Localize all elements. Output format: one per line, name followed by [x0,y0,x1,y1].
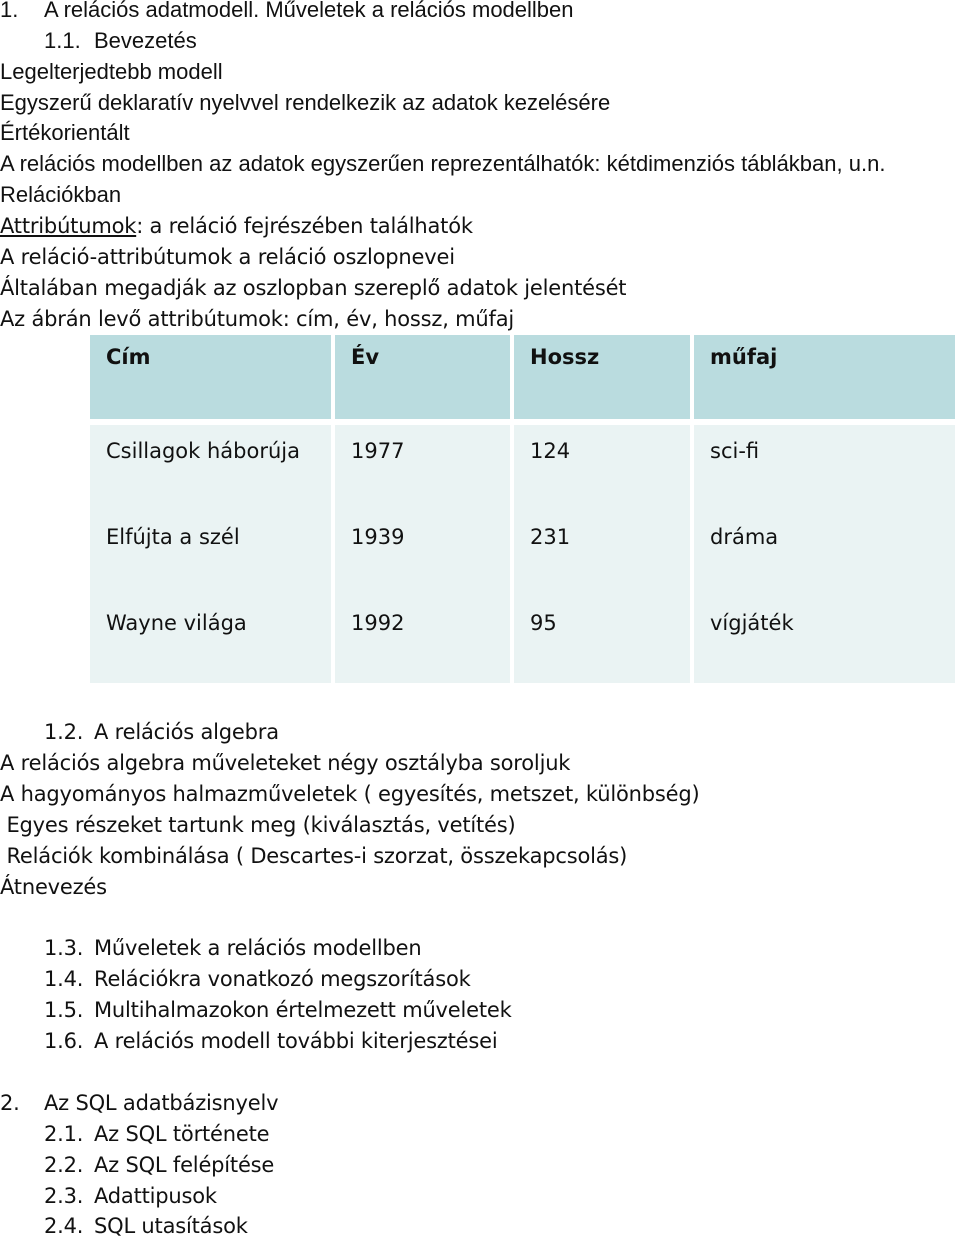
toc-item: 2.3. Adattipusok [44,1184,217,1208]
toc-item: 1.4. Relációkra vonatkozó megszorítások [44,967,471,991]
table-cell: 95 [530,611,557,635]
attributes-term: Attribútumok [0,214,137,238]
toc-item: 2.4. SQL utasítások [44,1214,248,1238]
table-cell: 124 [530,439,571,463]
heading-1-1-number: 1.1. [44,28,81,53]
heading-1-number: 1. [0,0,19,22]
heading-2-title: Az SQL adatbázisnyelv [44,1091,279,1115]
table-body [90,425,955,683]
table-cell: 231 [530,525,571,549]
table-header-cell: Hossz [514,335,690,419]
table-cell: sci-fi [710,439,760,463]
table-column [90,425,331,683]
text-line: Egyes részeket tartunk meg (kiválasztás, vetítés) [0,813,516,837]
toc-item: 1.5. Multihalmazokon értelmezett műveletek [44,998,512,1022]
text-line: Az ábrán levő attribútumok: cím, év, hossz, műfaj [0,307,515,331]
table-cell: 1992 [351,611,405,635]
text-line: A hagyományos halmazműveletek ( egyesítés, metszet, különbség) [0,782,700,806]
table-header-row [90,335,955,419]
table-column [694,425,955,683]
heading-1-2-title: A relációs algebra [94,720,279,744]
heading-1 [0,0,574,25]
heading-1-title: A relációs adatmodell. Műveletek a relációs modellben [44,0,574,22]
table-cell: Csillagok háborúja [106,439,300,463]
text-line: Legelterjedtebb modell [0,59,223,84]
text-line: Általában megadják az oszlopban szereplő adatok jelentését [0,276,627,300]
heading-2 [0,1088,278,1118]
heading-1-1-title: Bevezetés [94,28,197,53]
toc-item: 1.6. A relációs modell további kiterjesztései [44,1029,498,1053]
table-cell: Elfújta a szél [106,525,240,549]
text-line: Relációkban [0,182,122,207]
attributes-definition: : a reláció fejrészében találhatók [136,214,473,238]
text-line: A relációs algebra műveleteket négy osztályba soroljuk [0,751,571,775]
table-cell: 1977 [351,439,405,463]
heading-1-2-number: 1.2. [44,720,84,744]
table-header-cell: műfaj [694,335,955,419]
table-cell: Wayne világa [106,611,247,635]
text-line: Egyszerű deklaratív nyelvvel rendelkezik az adatok kezelésére [0,90,611,115]
text-line: Értékorientált [0,120,130,145]
table-cell: 1939 [351,525,405,549]
text-line: Relációk kombinálása ( Descartes-i szorzat, összekapcsolás) [0,844,628,868]
table-column [335,425,510,683]
heading-1-2 [44,717,279,747]
table-cell: vígjáték [710,611,794,635]
heading-2-number: 2. [0,1091,20,1115]
heading-1-1 [44,26,197,56]
table-cell: dráma [710,525,779,549]
attributes-line [0,211,473,241]
text-line: Átnevezés [0,875,107,899]
table-column [514,425,690,683]
toc-item: 2.1. Az SQL története [44,1122,270,1146]
table-header-cell: Cím [90,335,331,419]
text-line: A reláció-attribútumok a reláció oszlopnevei [0,245,455,269]
relation-table [90,335,955,683]
toc-item: 2.2. Az SQL felépítése [44,1153,275,1177]
toc-item: 1.3. Műveletek a relációs modellben [44,936,422,960]
table-header-cell: Év [335,335,510,419]
text-line: A relációs modellben az adatok egyszerűen reprezentálhatók: kétdimenziós táblákban, u.n. [0,151,886,176]
